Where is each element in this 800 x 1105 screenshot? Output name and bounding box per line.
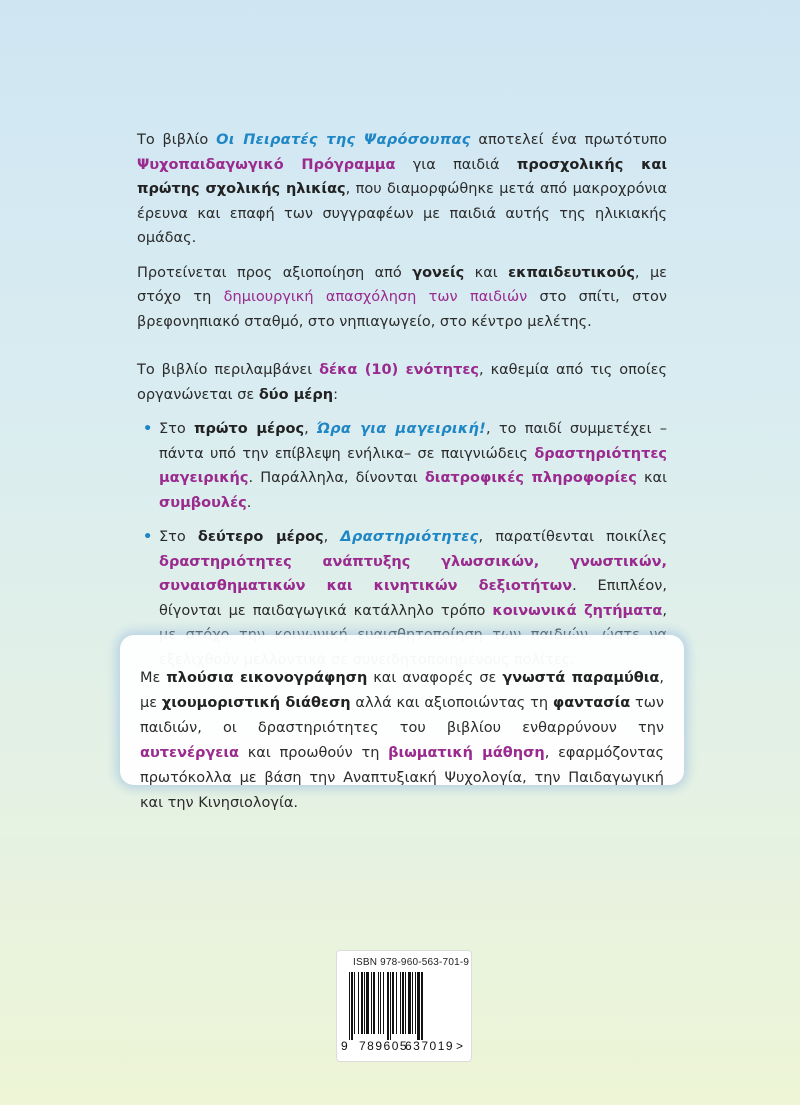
program-name: Ψυχοπαιδαγωγικό Πρόγραμμα [137,156,396,173]
audience-paragraph: Προτείνεται προς αξιοποίηση από γονείς και εκπαιδευτικούς, με στόχο τη δημιουργική απασχόληση των παιδιών στο σπίτι, στον βρεφονηπιακό σταθμό, στο νηπιαγωγείο, στο κέντρο μελέτης. [137,264,668,330]
barcode-bars-icon [349,972,459,1040]
structure-paragraph: Το βιβλίο περιλαμβάνει δέκα (10) ενότητες, καθεμία από τις οποίες οργανώνεται σε δύο μέρη: [137,362,667,403]
list-item: • Στο πρώτο μέρος, Ώρα για μαγειρική!, το παιδί συμμετέχει –πάντα υπό την επίβλεψη ενήλικα– σε παιγνιώδεις δραστηριότητες μαγειρικής. Παράλληλα, δίνονται διατροφικές πληροφορίες και συμβουλές. [137,417,667,515]
isbn-barcode: ISBN 978-960-563-701-9 9 789605 637019 > [336,950,472,1062]
back-cover-text [137,128,667,682]
parts-list [137,417,667,672]
bullet-icon: • [143,529,153,545]
intro-paragraph: Το βιβλίο Οι Πειρατές της Ψαρόσουπας αποτελεί ένα πρωτότυπο Ψυχοπαιδαγωγικό Πρόγραμμα για παιδιά προσχολικής και πρώτης σχολικής ηλικίας, που διαμορφώθηκε μετά από μακροχρόνια έρευνα και επαφή των συγγραφέων με παιδιά αυτής της ηλικιακής ομάδας. [137,132,668,246]
book-title: Οι Πειρατές της Ψαρόσουπας [216,132,471,148]
list-item: • Στο δεύτερο μέρος, Δραστηριότητες, παρατίθενται ποικίλες δραστηριότητες ανάπτυξης γλωσσικών, γνωστικών, συναισθηματικών και κινητικών δεξιοτήτων. Επιπλέον, θίγονται με παιδαγωγικά κατάλληλο τρόπο κοινωνικά ζητήματα, [137,525,667,672]
isbn-label: ISBN 978-960-563-701-9 [353,957,470,968]
highlight-box-text: Με πλούσια εικονογράφηση και αναφορές σε γνωστά παραμύθια, με χιουμοριστική διάθεση αλλά και αξιοποιώντας τη φαντασία των παιδιών, οι δραστηριότητες του βιβλίου ενθαρρύνουν την αυτενέργεια και προωθούν τη βιωματική μάθηση, εφαρμόζοντας πρωτόκολλα με βάση την Αναπτυξιακή Ψυχολογία, την Παιδαγωγική και την Κινησιολογία. [140,669,665,811]
goal-highlight: δημιουργική απασχόληση των παιδιών [223,289,528,305]
age-group: προσχολικής και πρώτης σχολικής ηλικίας [137,156,667,197]
bullet-icon: • [143,421,153,437]
